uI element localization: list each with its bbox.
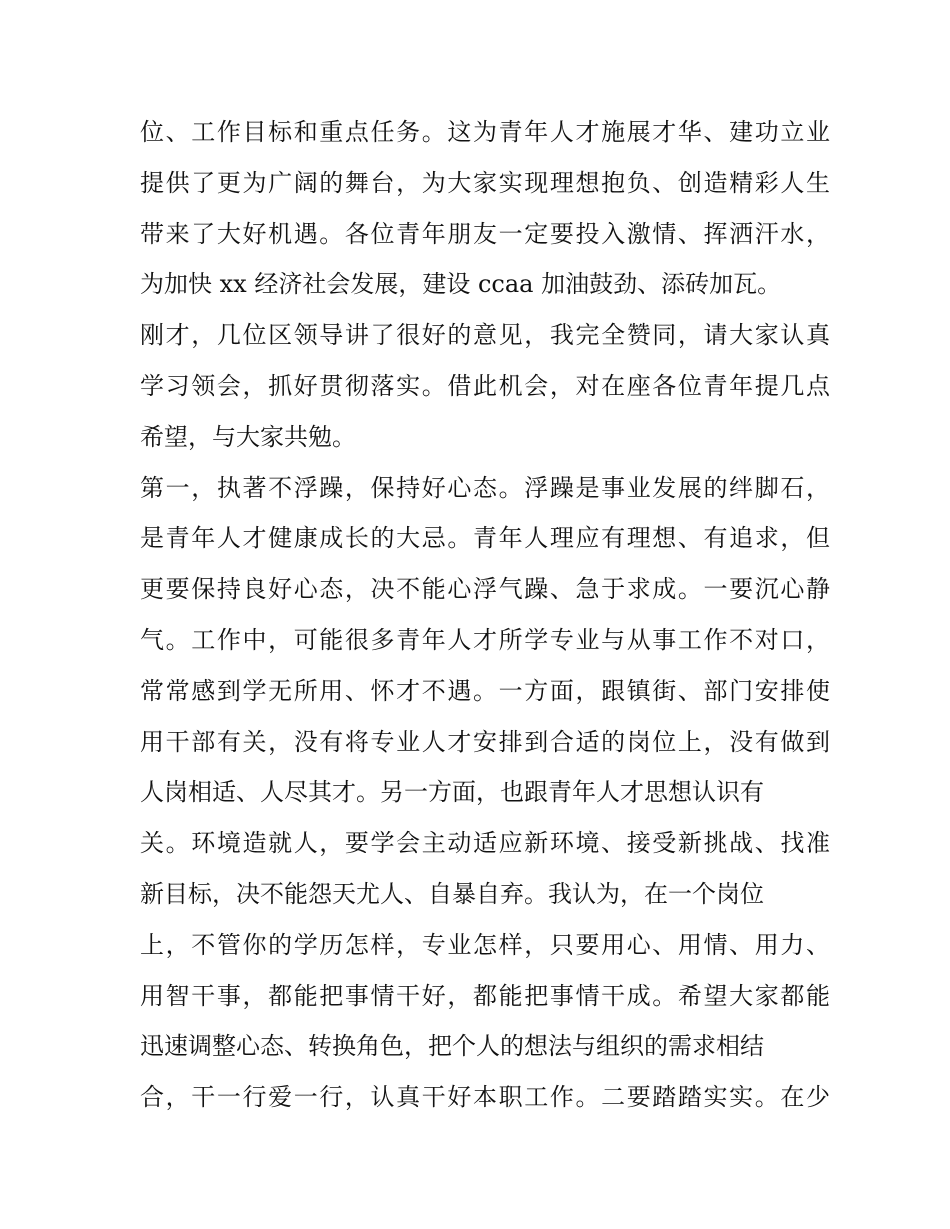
text-line: 位、工作目标和重点任务。这为青年人才施展才华、建功立业 bbox=[140, 118, 830, 146]
text-line: 用干部有关，没有将专业人才安排到合适的岗位上，没有做到 bbox=[140, 727, 830, 756]
text-line: 合，干一行爱一行，认真干好本职工作。二要踏踏实实。在少 bbox=[140, 1083, 830, 1112]
text-line: 为加快 xx 经济社会发展，建设 ccaa 加油鼓劲、添砖加瓦。 bbox=[140, 270, 782, 299]
text-line: 关。环境造就人，要学会主动适应新环境、接受新挑战、找准 bbox=[140, 829, 830, 858]
text-line: 迅速调整心态、转换角色，把个人的想法与组织的需求相结 bbox=[140, 1032, 764, 1061]
text-line: 人岗相适、人尽其才。另一方面，也跟青年人才思想认识有 bbox=[140, 778, 764, 807]
body-text bbox=[140, 107, 830, 1123]
text-line: 更要保持良好心态，决不能心浮气躁、急于求成。一要沉心静 bbox=[140, 575, 830, 604]
text-line: 用智干事，都能把事情干好，都能把事情干成。希望大家都能 bbox=[140, 981, 830, 1010]
text-line: 第一，执著不浮躁，保持好心态。浮躁是事业发展的绊脚石， bbox=[140, 473, 830, 502]
text-line: 上，不管你的学历怎样，专业怎样，只要用心、用情、用力、 bbox=[140, 930, 830, 959]
text-line: 带来了大好机遇。各位青年朋友一定要投入激情、挥洒汗水， bbox=[140, 219, 830, 248]
text-line: 学习领会，抓好贯彻落实。借此机会，对在座各位青年提几点 bbox=[140, 371, 830, 400]
text-line: 是青年人才健康成长的大忌。青年人理应有理想、有追求，但 bbox=[140, 524, 830, 553]
text-line: 希望，与大家共勉。 bbox=[140, 422, 356, 451]
text-line: 新目标，决不能怨天尤人、自暴自弃。我认为，在一个岗位 bbox=[140, 879, 764, 908]
text-line: 常常感到学无所用、怀才不遇。一方面，跟镇街、部门安排使 bbox=[140, 676, 830, 705]
text-line: 气。工作中，可能很多青年人才所学专业与从事工作不对口， bbox=[140, 625, 830, 654]
text-line: 提供了更为广阔的舞台，为大家实现理想抱负、创造精彩人生 bbox=[140, 168, 830, 197]
text-line: 刚才，几位区领导讲了很好的意见，我完全赞同，请大家认真 bbox=[140, 321, 830, 350]
